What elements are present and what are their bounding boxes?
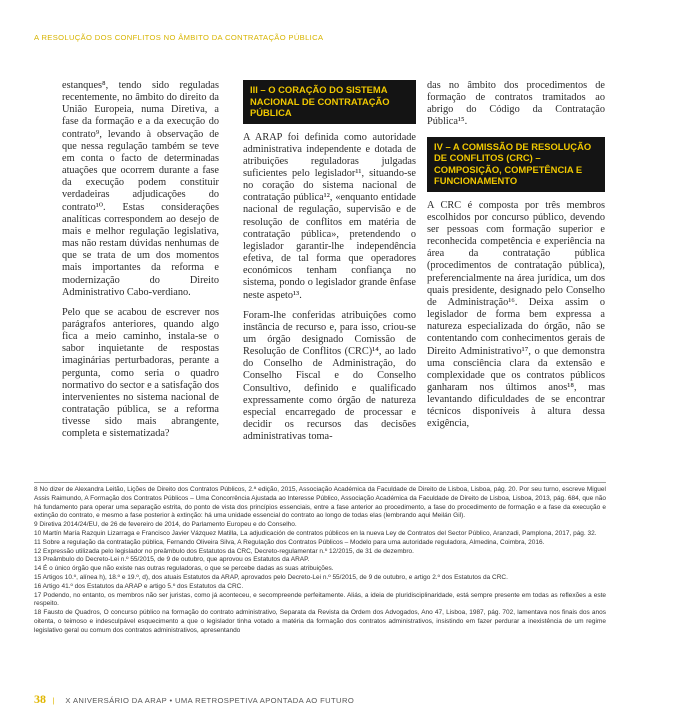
column-3-paragraph-1: das no âmbito dos procedimentos de formação de contratos tramitados ao abrigo do Código da Contratação Pública¹⁵. — [427, 80, 605, 128]
footnote-16: 16 Artigo 41.º dos Estatutos da ARAP e artigo 5.º dos Estatutos da CRC. — [34, 582, 244, 590]
footnote-10: 10 Martín María Razquin Lizarraga e Francisco Javier Vázquez Matilla, La adjudicación de contratos públicos en la nueva Ley de Contratos del Sector Público, Aranzadi, Pamplona, 2017, pág. 32. — [34, 529, 597, 537]
column-2-paragraph-2: Foram-lhe conferidas atribuições como instância de recurso e, para isso, criou-se um órgão designado Comissão de Resolução de Conflitos (CRC)¹⁴, ao lado do Conselho de Administração, do Conselho Fiscal e do Conselho Consultivo, definido e qualificado expressamente como órgão de natureza especial encarregado de processar e decidir os recursos das decisões administrativas toma- — [243, 309, 416, 443]
column-3-paragraph-2: A CRC é composta por três membros escolhidos por concurso público, devendo ser pessoas com formação superior e reconhecida competência e experiência na área da contratação pública (procedimentos de contratação pública), preferencialmente na área jurídica, um dos quais presidente, designado pelo Conselho de Administração¹⁶. Deixa assim o legislador de forma bem expressa a natureza especializada do órgão, não se contentando com conhecimentos gerais de Direito Administrativo¹⁷, o que demonstra uma consciência clara da extensão e complexidade que os contratos públicos ganharam nos últimos anos¹⁸, mas levantando dificuldades de se encontrar técnicos disponíveis à altura dessa exigência, — [427, 199, 605, 430]
footer-separator: | — [52, 696, 55, 705]
column-1-paragraph-2: Pelo que se acabou de escrever nos parágrafos anteriores, quando algo fica a meio caminho, instala-se o sabor inquietante de respostas imaginárias perturbadoras, perante a pergunta, como seria o quadro normativo do sector e a satisfação dos intervenientes no sistema nacional de contratação pública, se a reforma tivesse sido mais abrangente, completa e sistematizada? — [62, 306, 219, 440]
section-heading-iv: IV – A COMISSÃO DE RESOLUÇÃO DE CONFLITOS (CRC) – COMPOSIÇÃO, COMPETÊNCIA E FUNCIONAMENTO — [427, 137, 605, 192]
running-header: A RESOLUÇÃO DOS CONFLITOS NO ÂMBITO DA CONTRATAÇÃO PÚBLICA — [34, 33, 324, 42]
page-footer — [34, 692, 354, 707]
footnotes — [34, 486, 606, 636]
footnote-18: 18 Fausto de Quadros, O concurso público na formação do contrato administrativo, Separata da Revista da Ordem dos Advogados, Ano 47, Lisboa, 1987, pág. 702, lamentava nos finais dos anos oitenta, o teimoso e indesculpável esquecimento a que o legislador tinha votado a matéria da formação dos contratos administrativos, insistindo em fazer perdurar a inexistência de um regime legislativo geral ou comum dos contratos administrativos, apresentando — [34, 609, 606, 634]
footnote-14: 14 É o único órgão que não existe nas outras reguladoras, o que se percebe dadas as suas atribuições. — [34, 565, 334, 573]
footnote-9: 9 Diretiva 2014/24/EU, de 26 de fevereiro de 2014, do Parlamento Europeu e do Conselho. — [34, 521, 297, 529]
footer-publication-title: X ANIVERSÁRIO DA ARAP • UMA RETROSPETIVA APONTADA AO FUTURO — [65, 696, 355, 705]
column-2 — [243, 80, 416, 451]
footnote-8: 8 No dizer de Alexandra Leitão, Lições de Direito dos Contratos Públicos, 2.ª edição, 2015, Associação Académica da Faculdade de Direito de Lisboa, Lisboa, pág. 20. Por seu turno, escreve Miguel Assis Raimundo, A Formação dos Contratos Públicos – Uma Concorrência Ajustada ao Interesse Público, Associação Académica da Faculdade de Direito de Lisboa, Lisboa, 2013, pág. 684, que não há fundamento para operar uma separação estrita, do ponto de vista dos princípios essenciais, entre a fase anterior ao procedimento, a fase do procedimento de formação e a fase da execução e extinção do contrato, e mesmo a fase posterior à extinção: há uma unidade essencial do contrato ao longo de todas elas (lembrando aqui Meilán Gil). — [34, 486, 606, 520]
footnote-divider — [34, 482, 606, 483]
column-1-paragraph-1: estanques⁸, tendo sido reguladas recentemente, no âmbito do direito da União Europeia, numa Diretiva, a fase da formação e a da execução do contrato⁹, levando à observação de que nessa regulação também se teve em conta o facto de determinadas atuações que ocorrem durante a fase da execução podem constituir verdadeiras adjudicações do contrato¹⁰. Estas considerações analíticas correspondem ao desejo de mais e melhor regulação legislativa, mas não restam dúvidas nenhumas de que se trata de um dos momentos mais importantes da reforma e modernização do Direito Administrativo Cabo-verdiano. — [62, 80, 219, 298]
column-3 — [427, 80, 605, 439]
footnote-13: 13 Preâmbulo do Decreto-Lei n.º 55/2015, de 9 de outubro, que aprovou os Estatutos da ARAP. — [34, 556, 310, 564]
footnote-12: 12 Expressão utilizada pelo legislador no preâmbulo dos Estatutos da CRC, Decreto-regulamentar n.º 12/2015, de 31 de dezembro. — [34, 547, 414, 555]
section-heading-iii: III – O CORAÇÃO DO SISTEMA NACIONAL DE CONTRATAÇÃO PÚBLICA — [243, 80, 416, 124]
footnote-17: 17 Podendo, no entanto, os membros não ser juristas, como já aconteceu, e secompreende perfeitamente. Aliás, a ideia de pluridisciplinaridade, está sempre presente em todas as reflexões a este respeito. — [34, 591, 606, 608]
column-2-paragraph-1: A ARAP foi definida como autoridade administrativa independente e dotada de atribuições reguladoras julgadas suficientes pelo legislador¹¹, situando-se no coração do sistema nacional de contratação pública¹², «enquanto entidade nacional de regulação, supervisão e de resolução de conflitos em matéria de contratação pública», pretendendo o legislador garantir-lhe independência efetiva, de tal forma que operadores económicos tenham confiança no sistema, pondo o legislador grande ênfase neste aspeto¹³. — [243, 131, 416, 301]
footnote-15: 15 Artigos 10.º, alínea h), 18.º e 19.º, d), dos atuais Estatutos da ARAP, aprovados pelo Decreto-Lei n.º 55/2015, de 9 de outubro, e artigo 2.º dos Estatutos da CRC. — [34, 573, 508, 581]
page-number: 38 — [34, 692, 46, 706]
column-1 — [62, 80, 219, 449]
footnote-11: 11 Sobre a regulação da contratação pública, Fernando Oliveira Silva, A Regulação dos Contratos Públicos – Modelo para uma autoridade reguladora, Almedina, Coimbra, 2016. — [34, 538, 545, 546]
